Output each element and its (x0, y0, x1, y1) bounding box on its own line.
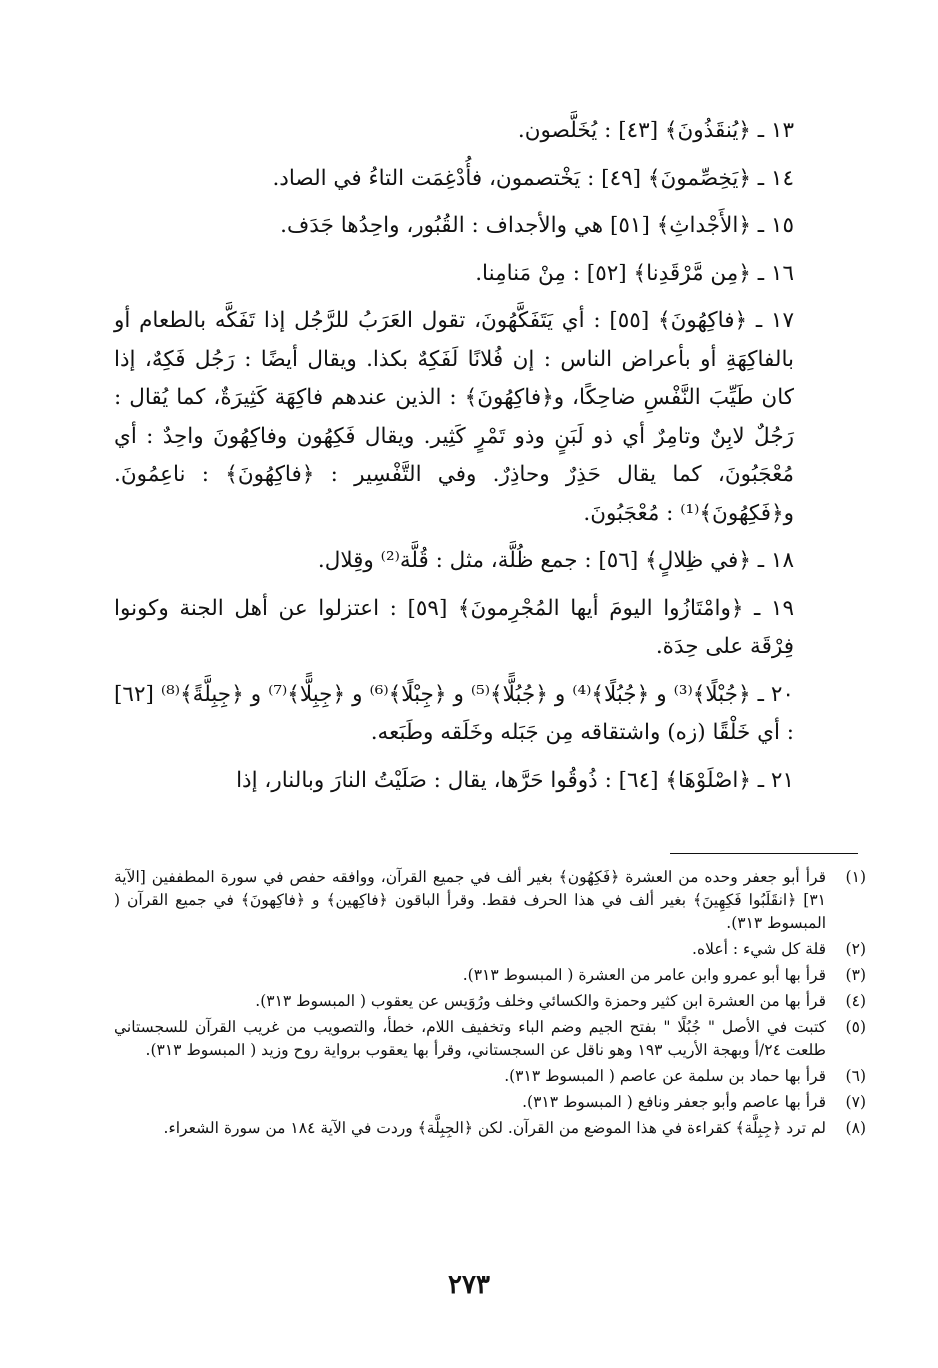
footnote-text: قرأ بها حماد بن سلمة عن عاصم ( المبسوط ٣١٣). (504, 1067, 826, 1085)
footnote-text: قرأ بها عاصم وأبو جعفر ونافع ( المبسوط ٣١٣). (522, 1093, 826, 1111)
footnote-marker: (٧) (845, 1093, 866, 1111)
entry-17: ١٧ ـ ﴿فاكِهُونَ﴾ [٥٥] : أي يَتَفَكَّهُونَ، تقول العَرَبُ للرَّجُل إذا تَفَكَّه بالطعام أو بالفاكِهَةِ أو بأعراض الناس : إن فُلانًا لَفَكِهٌ بكذا. ويقال أيضًا : رَجُل فَكِهٌ، إذا كان طَيِّبَ النَّفْسِ ضاحِكًا، و﴿فاكِهُونَ﴾ : الذين عندهم فاكِهَة كَثِيرَةٌ، كما يُقال : رَجُلٌ لابِنٌ وتامِرٌ أي ذو لَبَنٍ وذو تَمْرٍ كَثِير. ويقال فَكِهُون وفاكِهُونَ واحِدٌ : أي مُعْجَبُونَ، كما يقال حَذِرٌ وحاذِرٌ. وفي التَّفْسِير : ﴿فاكِهُونَ﴾ : ناعِمُونَ. و﴿فَكِهُونَ﴾⁽¹⁾ : مُعْجَبُونَ. (114, 308, 794, 526)
footnote-5 (114, 1016, 866, 1062)
footnote-3 (114, 964, 866, 987)
footnote-text: قرأ بها أبو عمرو وابن عامر من العشرة ( المبسوط ٣١٣). (462, 966, 826, 984)
footnotes (114, 866, 866, 1143)
footnote-text: قرأ بها من العشرة ابن كثير وحمزة والكسائي وخلف ورُوَيس عن يعقوب ( المبسوط ٣١٣). (255, 992, 826, 1010)
footnote-2 (114, 938, 866, 961)
footnote-6 (114, 1065, 866, 1088)
footnote-marker: (٨) (845, 1119, 866, 1137)
footnote-text: كتبت في الأصل " جُبُلًا " بفتح الجيم وضم الباء وتخفيف اللام، خطأ، والتصويب من غريب القرآن للسجستاني طلعت ٢٤/أ وبهجة الأريب ١٩٣ وهو ناقل عن السجستاني، وقرأ بها يعقوب برواية روح وزيد ( المبسوط ٣١٣). (114, 1018, 826, 1059)
footnote-4 (114, 990, 866, 1013)
footnote-marker: (٤) (845, 992, 866, 1010)
footnote-marker: (١) (845, 868, 866, 886)
footnote-separator (670, 853, 858, 854)
footnote-text: قلة كل شيء : أعلاه. (692, 940, 826, 958)
footnote-7 (114, 1091, 866, 1114)
footnote-marker: (٢) (845, 940, 866, 958)
entry-15: ١٥ ـ ﴿الأَجْداثِ﴾ [٥١] هي والأجداف : القُبُور، واحِدُها جَدَف. (280, 213, 794, 238)
footnote-marker: (٥) (845, 1018, 866, 1036)
entry-20: ٢٠ ـ ﴿جُبْلًا﴾⁽³⁾ و ﴿جُبُلًا﴾⁽⁴⁾ و ﴿جُبُلًّا﴾⁽⁵⁾ و ﴿جِبْلًا﴾⁽⁶⁾ و ﴿جِبِلًّا﴾⁽⁷⁾ و ﴿جِبِلَّةً﴾⁽⁸⁾ [٦٢] : أي خَلْقًا (زه) واشتقاقه مِن جَبَله وخَلَقه وطَبَعه. (114, 681, 794, 745)
footnote-1 (114, 866, 866, 935)
footnote-marker: (٣) (845, 966, 866, 984)
entry-13: ١٣ ـ ﴿يُنقَذُونَ﴾ [٤٣] : يُخَلَّصون. (517, 118, 794, 143)
main-text (114, 112, 826, 809)
footnote-text: قرأ أبو جعفر وحده من العشرة ﴿فَكِهُون﴾ بغير ألف في جميع القرآن، ووافقه حفص في سورة المطففين [الآية ٣١] ﴿انقَلَبُوا فَكِهِينَ﴾ بغير ألف في هذا الحرف فقط. وقرأ الباقون ﴿فاكِهين﴾ و ﴿فاكِهونَ﴾ في جميع القرآن ( المبسوط ٣١٣). (114, 868, 826, 932)
entry-16: ١٦ ـ ﴿مِن مَّرْقَدِنا﴾ [٥٢] : مِنْ مَنامِنا. (475, 260, 794, 286)
entry-19: ١٩ ـ ﴿وامْتَازُوا اليومَ أيها المُجْرِمونَ﴾ [٥٩] : اعتزلوا عن أهل الجنة وكونوا فِرْقَة على حِدَة. (114, 595, 795, 659)
entry-21: ٢١ ـ ﴿اصْلَوْهَا﴾ [٦٤] : ذُوقُوا حَرَّها، يقال : صَلَيْتُ النارَ وبالنار، إذا (236, 767, 794, 793)
footnote-8 (114, 1117, 866, 1140)
entry-14: ١٤ ـ ﴿يَخِصِّمونَ﴾ [٤٩] : يَخْتصمون، فأُدْغِمَت التاءُ في الصاد. (272, 165, 794, 191)
entry-18: ١٨ ـ ﴿في ظِلالٍ﴾ [٥٦] : جمع ظُلَّة، مثل : قُلَّة⁽²⁾ وقِلال. (317, 548, 794, 573)
footnote-text: لم ترد ﴿جِبِلَّة﴾ كقراءة في هذا الموضع من القرآن. لكن ﴿الجِبِلَّة﴾ وردت في الآية ١٨٤ من سورة الشعراء. (163, 1119, 826, 1137)
page-number: ٢٧٣ (448, 1270, 490, 1300)
footnote-marker: (٦) (845, 1067, 866, 1085)
